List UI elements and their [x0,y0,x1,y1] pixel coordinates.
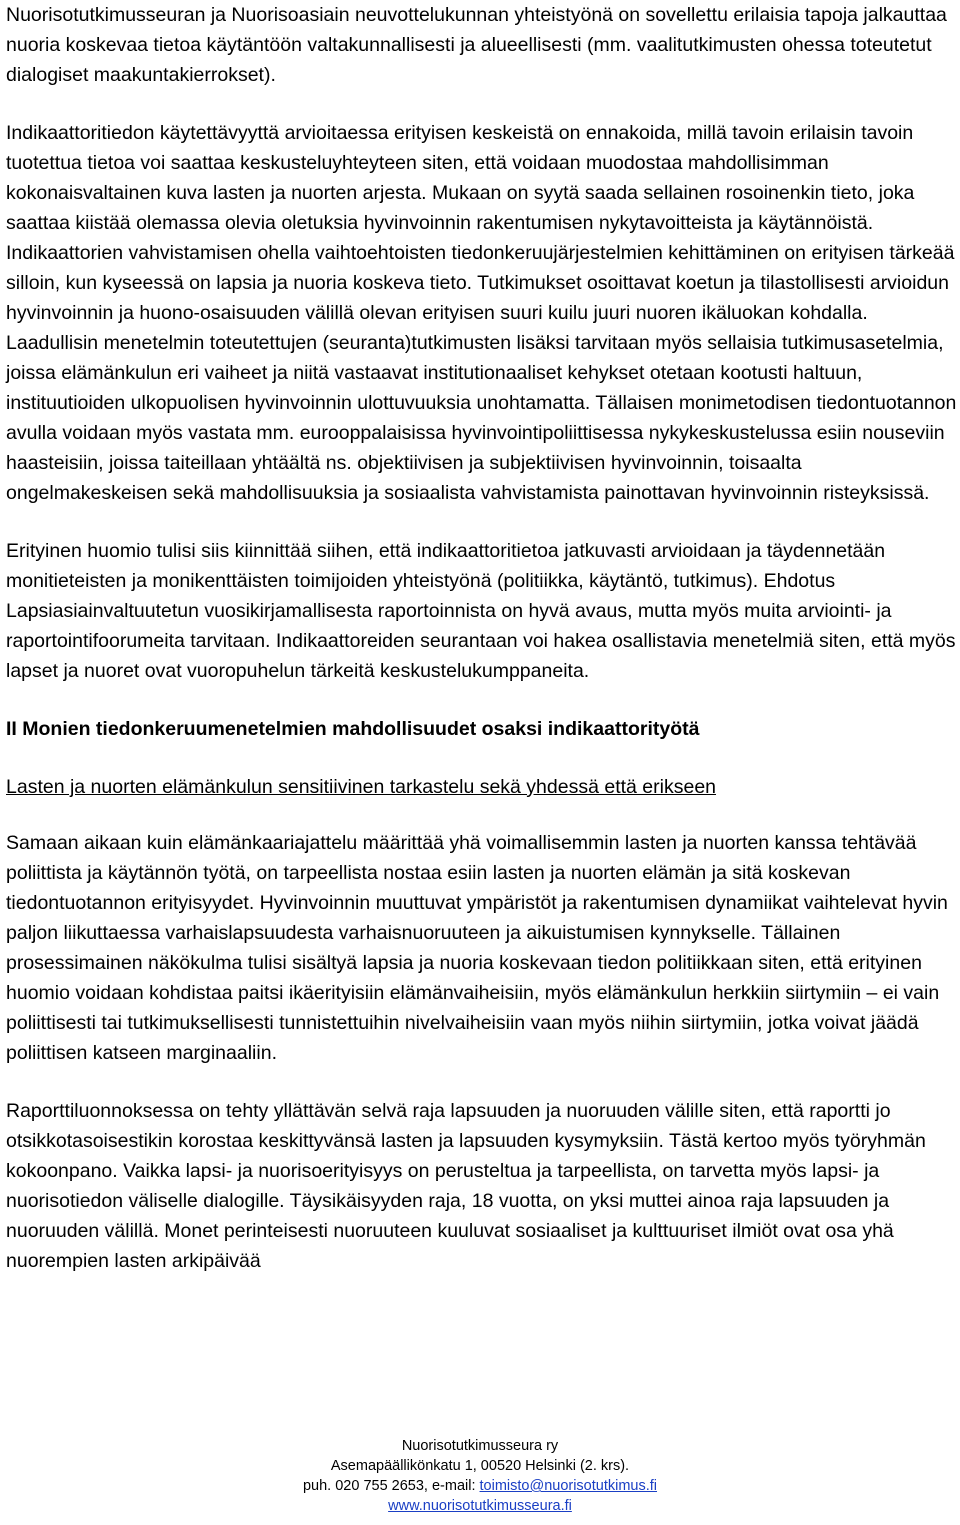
footer-contact [0,1476,960,1496]
paragraph-indicator-usability: Indikaattoritiedon käytettävyyttä arvioitaessa erityisen keskeistä on ennakoida, millä tavoin erilaisin tavoin tuotettua tietoa voi saattaa keskusteluyhteyteen siten, että voidaan muodostaa mahdollisimman kokonaisvaltainen kuva lasten ja nuorten arjesta. Mukaan on syytä saada sellainen rosoinenkin tieto, joka saattaa kiistää olemassa olevia oletuksia hyvinvoinnin rakentumisen nykytavoitteista ja käytännöistä. Indikaattorien vahvistamisen ohella vaihtoehtoisten tiedonkeruujärjestelmien kehittäminen on erityisen tärkeää silloin, kun kyseessä on lapsia ja nuoria koskeva tieto. Tutkimukset osoittavat koetun ja tilastollisesti arvioidun hyvinvoinnin ja huono-osaisuuden välillä olevan erityisen suuri kuilu juuri nuoren ikäluokan kohdalla. Laadullisin menetelmin toteutettujen (seuranta)tutkimusten lisäksi tarvitaan myös sellaisia tutkimusasetelmia, joissa elämänkulun eri vaiheet ja niitä vastaavat institutionaaliset kehykset otetaan kootusti haltuun, instituutioiden ulkopuolisen hyvinvoinnin ulottuvuuksia unohtamatta. Tällaisen monimetodisen tiedontuotannon avulla voidaan myös vastata mm. eurooppalaisissa hyvinvointipoliittisessa nykykeskustelussa esiin nouseviin haasteisiin, joissa taiteillaan yhtäältä ns. objektiivisen ja subjektiivisen hyvinvoinnin, toisaalta ongelmakeskeisen sekä mahdollisuuksia ja sosiaalista vahvistamista painottavan hyvinvoinnin risteyksissä. [6,122,957,504]
footer-address: Asemapäällikönkatu 1, 00520 Helsinki (2. krs). [330,1458,630,1474]
footer-website-link[interactable]: www.nuorisotutkimusseura.fi [388,1498,572,1514]
section-heading: II Monien tiedonkeruumenetelmien mahdollisuudet osaksi indikaattorityötä [6,718,700,740]
section-subheading: Lasten ja nuorten elämänkulun sensitiivinen tarkastelu sekä yhdessä että erikseen [6,776,717,798]
footer-org-name: Nuorisotutkimusseura ry [401,1438,559,1454]
paragraph-intro: Nuorisotutkimusseuran ja Nuorisoasiain neuvottelukunnan yhteistyönä on sovellettu erilaisia tapoja jalkauttaa nuoria koskevaa tietoa käytäntöön valtakunnallisesti ja alueellisesti (mm. vaalitutkimusten ohessa toteutetut dialogiset maakuntakierrokset). [6,4,947,86]
footer-website [0,1496,960,1516]
page-footer [0,1436,960,1516]
paragraph-life-course: Samaan aikaan kuin elämänkaariajattelu määrittää yhä voimallisemmin lasten ja nuorten kanssa tehtävää poliittista ja käytännön työtä, on tarpeellista nostaa esiin lasten ja nuorten elämän ja sitä koskevan tiedontuotannon erityisyydet. Hyvinvoinnin muuttuvat ympäristöt ja rakentumisen dynamiikat vaihtelevat hyvin paljon liikuttaessa varhaislapsuudesta varhaisnuoruuteen ja aikuistumisen kynnykselle. Tällainen prosessimainen näkökulma tulisi sisältyä lapsia ja nuoria koskevaan tiedon politiikkaan siten, että erityinen huomio voidaan kohdistaa paitsi ikäerityisiin elämänvaiheisiin, myös elämänkulun herkkiin siirtymiin – ei vain poliittisesti tai tutkimuksellisesti tunnistettuihin nivelvaiheisiin vaan myös niihin siirtymiin, jotka voivat jäädä poliittisen katseen marginaaliin. [6,832,948,1064]
footer-email-link[interactable]: toimisto@nuorisotutkimus.fi [479,1478,658,1494]
footer-phone: puh. 020 755 2653, e-mail: [302,1478,480,1494]
paragraph-report-draft: Raporttiluonnoksessa on tehty yllättävän selvä raja lapsuuden ja nuoruuden välille siten, että raportti jo otsikkotasoisestikin korostaa keskittyvänsä lasten ja lapsuuden kysymyksiin. Tästä kertoo myös työryhmän kokoonpano. Vaikka lapsi- ja nuorisoerityisyys on perusteltua ja tarpeellista, on tarvetta myös lapsi- ja nuorisotiedon väliselle dialogille. Täysikäisyyden raja, 18 vuotta, on yksi muttei ainoa raja lapsuuden ja nuoruuden välillä. Monet perinteisesti nuoruuteen kuuluvat sosiaaliset ja kulttuuriset ilmiöt ovat osa yhä nuorempien lasten arkipäivää [6,1100,926,1272]
document-page [6,0,960,1276]
paragraph-special-attention: Erityinen huomio tulisi siis kiinnittää siihen, että indikaattoritietoa jatkuvasti arvioidaan ja täydennetään monitieteisten ja monikenttäisten toimijoiden yhteistyönä (politiikka, käytäntö, tutkimus). Ehdotus Lapsiasiainvaltuutetun vuosikirjamallisesta raportoinnista on hyvä avaus, mutta myös muita arviointi- ja raportointifoorumeita tarvitaan. Indikaattoreiden seurantaan voi hakea osallistavia menetelmiä siten, että myös lapset ja nuoret ovat vuoropuhelun tärkeitä keskustelukumppaneita. [6,540,956,682]
